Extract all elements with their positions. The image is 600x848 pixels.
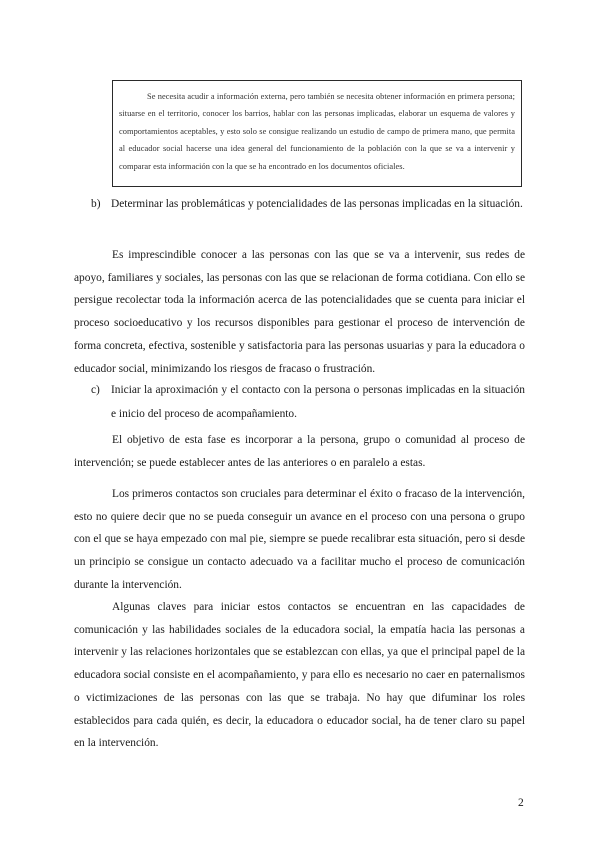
paragraph-1: Es imprescindible conocer a las personas con las que se va a intervenir, sus redes de apoyo, familiares y sociales, las personas con las que se relacionan de forma cotidiana. Con ello se persigue recolectar toda la información acerca de las potencialidades que se cuenta para iniciar el proceso socioeducativo y los recursos disponibles para gestionar el proceso de intervención de forma concreta, efectiva, sostenible y satisfactoria para las personas usuarias y para la educadora o educador social, minimizando los riesgos de fracaso o frustración. [74,249,525,375]
paragraph-3: Los primeros contactos son cruciales para determinar el éxito o fracaso de la intervención, esto no quiere decir que no se pueda conseguir un avance en el proceso con una persona o grupo con el que se haya empezado con mal pie, siempre se puede recalibrar esta situación, pero si desde un principio se consigue un contacto adecuado va a facilitar mucho el proceso de comunicación durante la intervención. [74,488,525,591]
paragraph-4: Algunas claves para iniciar estos contactos se encuentran en las capacidades de comunicación y las habilidades sociales de la educadora social, la empatía hacia las personas a intervenir y las relaciones horizontales que se establezcan con ellas, ya que el principal papel de la educadora social consiste en el acompañamiento, y para ello es necesario no caer en paternalismos o victimizaciones de las personas con las que se trabaja. No hay que difuminar los roles establecidos para cada quién, es decir, la educadora o educador social, ha de tener claro su papel en la intervención. [74,601,525,750]
list-text: Iniciar la aproximación y el contacto con la persona o personas implicadas en la situación e inicio del proceso de acompañamiento. [111,384,525,420]
quote-text: Se necesita acudir a información externa, pero también se necesita obtener información en primera persona; situarse en el territorio, conocer los barrios, hablar con las personas implicadas, elaborar un esquema de valores y comportamientos aceptables, y esto solo se consigue realizando un estudio de campo de primera mano, que permita al educador social hacerse una idea general del funcionamiento de la población con la que se va a intervenir y comparar esta información con la que se ha encontrado en los documentos oficiales. [119,92,515,171]
quote-box [112,80,522,187]
page-number: 2 [518,797,524,809]
list-marker: b) [91,198,101,210]
list-marker: c) [91,384,100,396]
list-text: Determinar las problemáticas y potencialidades de las personas implicadas en la situación. [111,198,523,210]
paragraph-2: El objetivo de esta fase es incorporar a la persona, grupo o comunidad al proceso de intervención; se puede establecer antes de las anteriores o en paralelo a estas. [74,434,525,469]
